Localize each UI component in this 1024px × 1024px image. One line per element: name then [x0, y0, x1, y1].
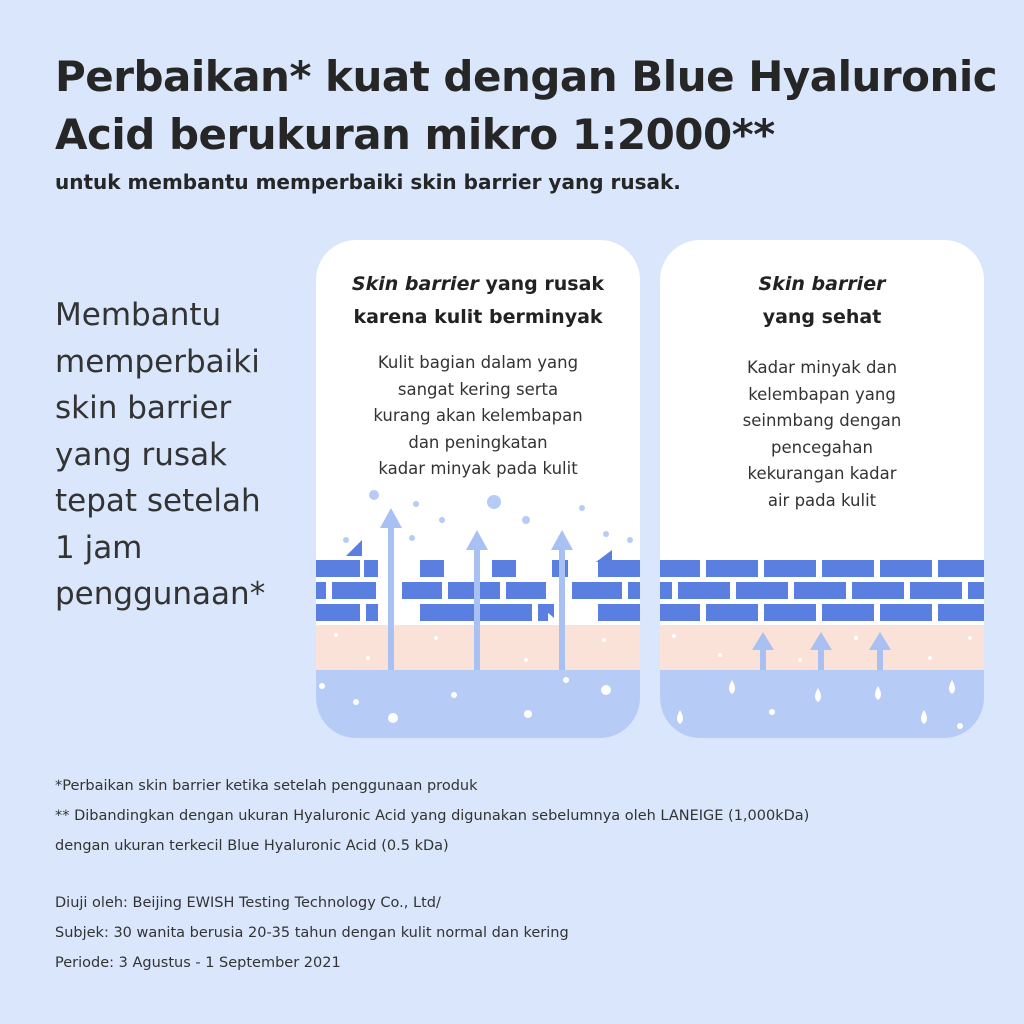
footnote-line: dengan ukuran terkecil Blue Hyaluronic Acid (0.5 kDa)	[55, 838, 449, 854]
damaged-desc-line: kadar minyak pada kulit	[378, 459, 578, 478]
side-claim-line: skin barrier	[55, 390, 232, 426]
damaged-desc-line: kurang akan kelembapan	[373, 406, 583, 425]
healthy-desc-line: pencegahan	[771, 437, 873, 457]
headline-line-1: Perbaikan* kuat dengan Blue Hyaluronic	[55, 52, 998, 101]
brick	[506, 582, 546, 599]
damaged-title-rest: yang rusak	[478, 273, 605, 295]
side-claim-line: penggunaan*	[55, 576, 266, 612]
damaged-title-italic: Skin barrier	[351, 273, 479, 295]
brick	[420, 560, 444, 577]
side-claim-line: Membantu	[55, 297, 222, 333]
brick	[316, 582, 326, 599]
footnotes	[55, 771, 1015, 861]
damaged-desc-line: sangat kering serta	[397, 379, 559, 399]
healthy-desc-line: air pada kulit	[767, 490, 877, 510]
footnote-line: ** Dibandingkan dengan ukuran Hyaluronic Acid yang digunakan sebelumnya oleh LANEIGE (1,000kDa)	[55, 808, 810, 824]
healthy-desc-line: seinmbang dengan	[742, 411, 902, 430]
healthy-desc-line: kekurangan kadar	[747, 464, 897, 483]
side-claim-line: tepat setelah	[55, 483, 261, 519]
side-claim-line: 1 jam	[55, 529, 143, 566]
healthy-skin-illustration	[660, 240, 984, 738]
test-credits	[55, 888, 1015, 978]
side-claim-line: yang rusak	[55, 436, 228, 473]
brick	[598, 560, 640, 577]
brick	[572, 582, 622, 599]
side-claim-text	[55, 292, 305, 618]
healthy-title-line-2: yang sehat	[762, 306, 882, 328]
brick	[598, 604, 640, 621]
damaged-barrier-card	[316, 240, 640, 738]
brick	[480, 604, 532, 621]
damaged-title-line-2: karena kulit berminyak	[353, 306, 603, 328]
damaged-skin-illustration	[316, 240, 640, 738]
brick	[316, 604, 360, 621]
side-claim-line: memperbaiki	[55, 343, 260, 380]
brick	[364, 560, 378, 577]
healthy-desc-line: Kadar minyak dan	[746, 358, 898, 377]
damaged-desc-line: Kulit bagian dalam yang	[377, 353, 579, 372]
brick	[366, 604, 378, 621]
brick	[402, 582, 442, 599]
water-layer	[660, 670, 984, 738]
arrow-head	[551, 530, 573, 550]
healthy-brick-wall	[660, 560, 984, 621]
subheadline: untuk membantu memperbaiki skin barrier yang rusak.	[55, 170, 681, 194]
damaged-desc-line: dan peningkatan	[408, 432, 548, 452]
headline-line-2: Acid berukuran mikro 1:2000**	[55, 110, 775, 159]
brick-fragment	[596, 550, 612, 562]
arrow-shaft	[559, 546, 565, 670]
arrow-shaft	[388, 524, 394, 670]
credit-line: Subjek: 30 wanita berusia 20-35 tahun dengan kulit normal dan kering	[55, 925, 569, 941]
brick-fragment	[346, 540, 362, 556]
water-layer	[316, 670, 640, 738]
arrow-shaft	[474, 546, 480, 670]
brick	[332, 582, 376, 599]
brick	[316, 560, 360, 577]
brick	[628, 582, 640, 599]
credit-line: Periode: 3 Agustus - 1 September 2021	[55, 955, 341, 971]
brick	[420, 604, 474, 621]
healthy-barrier-card	[660, 240, 984, 738]
healthy-title-italic: Skin barrier	[758, 273, 886, 295]
arrow-head	[380, 508, 402, 528]
healthy-desc-line: kelembapan yang	[748, 384, 896, 404]
footnote-line: *Perbaikan skin barrier ketika setelah penggunaan produk	[55, 778, 478, 794]
headline	[55, 48, 1005, 164]
brick	[492, 560, 516, 577]
arrow-head	[466, 530, 488, 550]
credit-line: Diuji oleh: Beijing EWISH Testing Technology Co., Ltd/	[55, 895, 441, 911]
